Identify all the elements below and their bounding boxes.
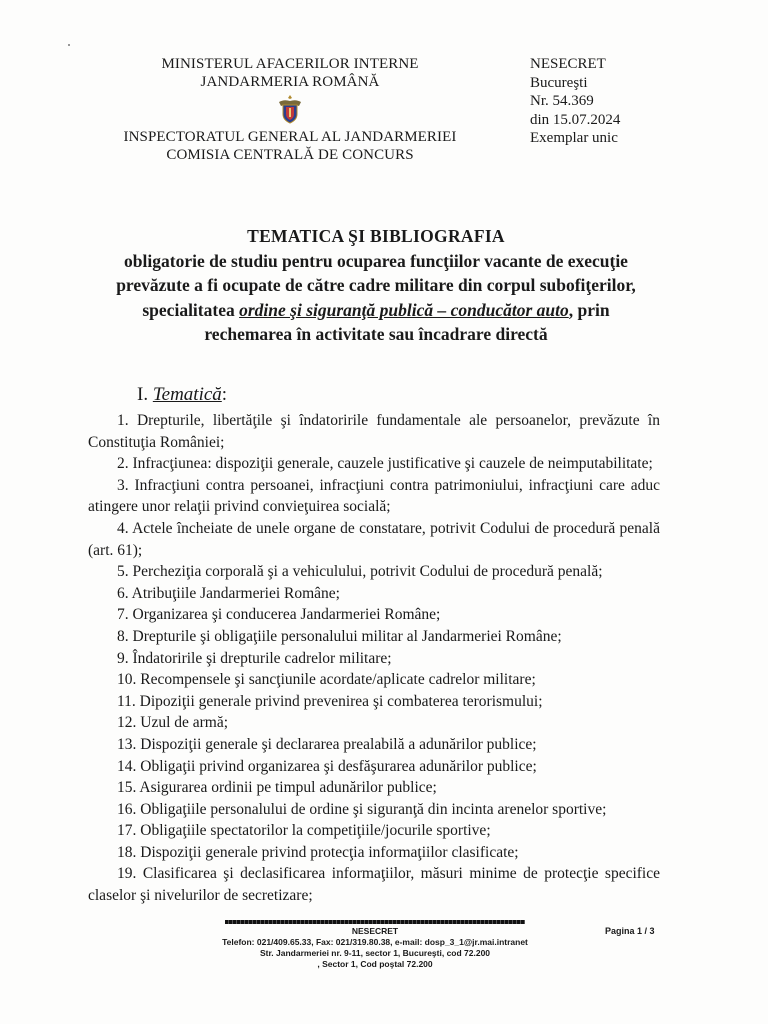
commission-name: COMISIA CENTRALĂ DE CONCURS — [166, 147, 414, 163]
topic-item: 6. Atribuţiile Jandarmeriei Române; — [117, 584, 340, 602]
coat-of-arms-icon — [100, 94, 480, 124]
title-line-3 — [60, 298, 692, 323]
topic-item: 14. Obligaţii privind organizarea şi desfăşurarea adunărilor publice; — [117, 757, 537, 775]
topic-item: 2. Infracţiunea: dispoziţii generale, cauzele justificative şi cauzele de neimputabilitate; — [117, 455, 653, 473]
title-line-2: prevăzute a fi ocupate de către cadre militare din corpul subofiţerilor, — [116, 275, 636, 295]
topic-item: 7. Organizarea şi conducerea Jandarmeriei Române; — [117, 606, 441, 624]
inspectorate-name: INSPECTORATUL GENERAL AL JANDARMERIEI — [123, 129, 457, 145]
topic-item: 18. Dispoziţii generale privind protecţia informaţiilor clasificate; — [117, 843, 519, 861]
scan-speck — [68, 44, 70, 46]
footer-classification: NESECRET — [351, 926, 399, 936]
footer-address: Str. Jandarmeriei nr. 9-11, sector 1, Bucureşti, cod 72.200 — [259, 948, 491, 958]
issuer-header — [100, 55, 480, 164]
section-numeral: I. — [137, 384, 153, 405]
registration-number: Nr. 54.369 — [530, 93, 594, 109]
document-meta — [530, 55, 700, 148]
footer-rule — [225, 920, 525, 924]
topic-item: 9. Îndatoririle şi drepturile cadrelor militare; — [117, 649, 392, 667]
topic-list — [88, 410, 660, 907]
document-title — [60, 224, 692, 347]
title-line-4: rechemarea în activitate sau încadrare directă — [204, 324, 548, 344]
topic-item: 1. Drepturile, libertăţile şi îndatoririle fundamentale ale persoanelor, prevăzute în Constituţia României; — [88, 412, 660, 451]
specialty-name: ordine şi siguranţă publică – conducător auto — [239, 299, 569, 320]
footer-sector: , Sector 1, Cod poştal 72.200 — [317, 959, 433, 969]
city: Bucureşti — [530, 74, 588, 91]
topic-item: 11. Dipoziţii generale privind prevenirea şi combaterea terorismului; — [117, 692, 543, 710]
title-line-3-suffix: , prin — [568, 299, 610, 320]
footer-contact: Telefon: 021/409.65.33, Fax: 021/319.80.38, e-mail: dosp_3_1@jr.mai.intranet — [222, 937, 528, 947]
title-line-1: obligatorie de studiu pentru ocuparea funcţiilor vacante de execuţie — [124, 250, 628, 271]
section-heading — [137, 384, 227, 406]
section-name: Tematică — [152, 384, 222, 405]
section-colon: : — [221, 384, 228, 405]
topic-item: 8. Drepturile şi obligaţiile personalului militar al Jandarmeriei Române; — [117, 627, 562, 645]
footer — [200, 926, 550, 970]
topic-item: 5. Percheziţia corporală şi a vehiculului, potrivit Codului de procedură penală; — [117, 563, 603, 581]
ministry-name: MINISTERUL AFACERILOR INTERNE — [161, 56, 419, 72]
topic-item: 13. Dispoziţii generale şi declararea prealabilă a adunărilor publice; — [117, 735, 537, 753]
topic-item: 3. Infracţiuni contra persoanei, infracţiuni contra patrimoniului, infracţiuni care aduc atingere unor relaţii privind convieţuirea socială; — [88, 476, 660, 516]
topic-item: 15. Asigurarea ordinii pe timpul adunărilor publice; — [117, 779, 437, 797]
gendarmerie-name: JANDARMERIA ROMÂNĂ — [200, 74, 380, 90]
topic-item: 10. Recompensele şi sancţiunile acordate/aplicate cadrelor militare; — [117, 671, 536, 689]
classification-label: NESECRET — [530, 56, 606, 72]
title-line-3-prefix: specialitatea — [142, 299, 240, 320]
topic-item: 4. Actele încheiate de unele organe de constatare, potrivit Codului de procedură penală (art. 61); — [88, 519, 660, 559]
topic-item: 12. Uzul de armă; — [117, 714, 229, 732]
issue-date: din 15.07.2024 — [530, 111, 621, 128]
title-main: TEMATICA ŞI BIBLIOGRAFIA — [247, 226, 505, 246]
topic-item: 19. Clasificarea şi declasificarea informaţiilor, măsuri minime de protecţie specifice claselor şi nivelurilor de secretizare; — [88, 865, 660, 905]
copy-note: Exemplar unic — [530, 130, 618, 146]
topic-item: 17. Obligaţiile spectatorilor la competiţiile/jocurile sportive; — [117, 822, 491, 840]
page-number: Pagina 1 / 3 — [605, 926, 655, 936]
topic-item: 16. Obligaţiile personalului de ordine şi siguranţă din incinta arenelor sportive; — [117, 800, 607, 818]
